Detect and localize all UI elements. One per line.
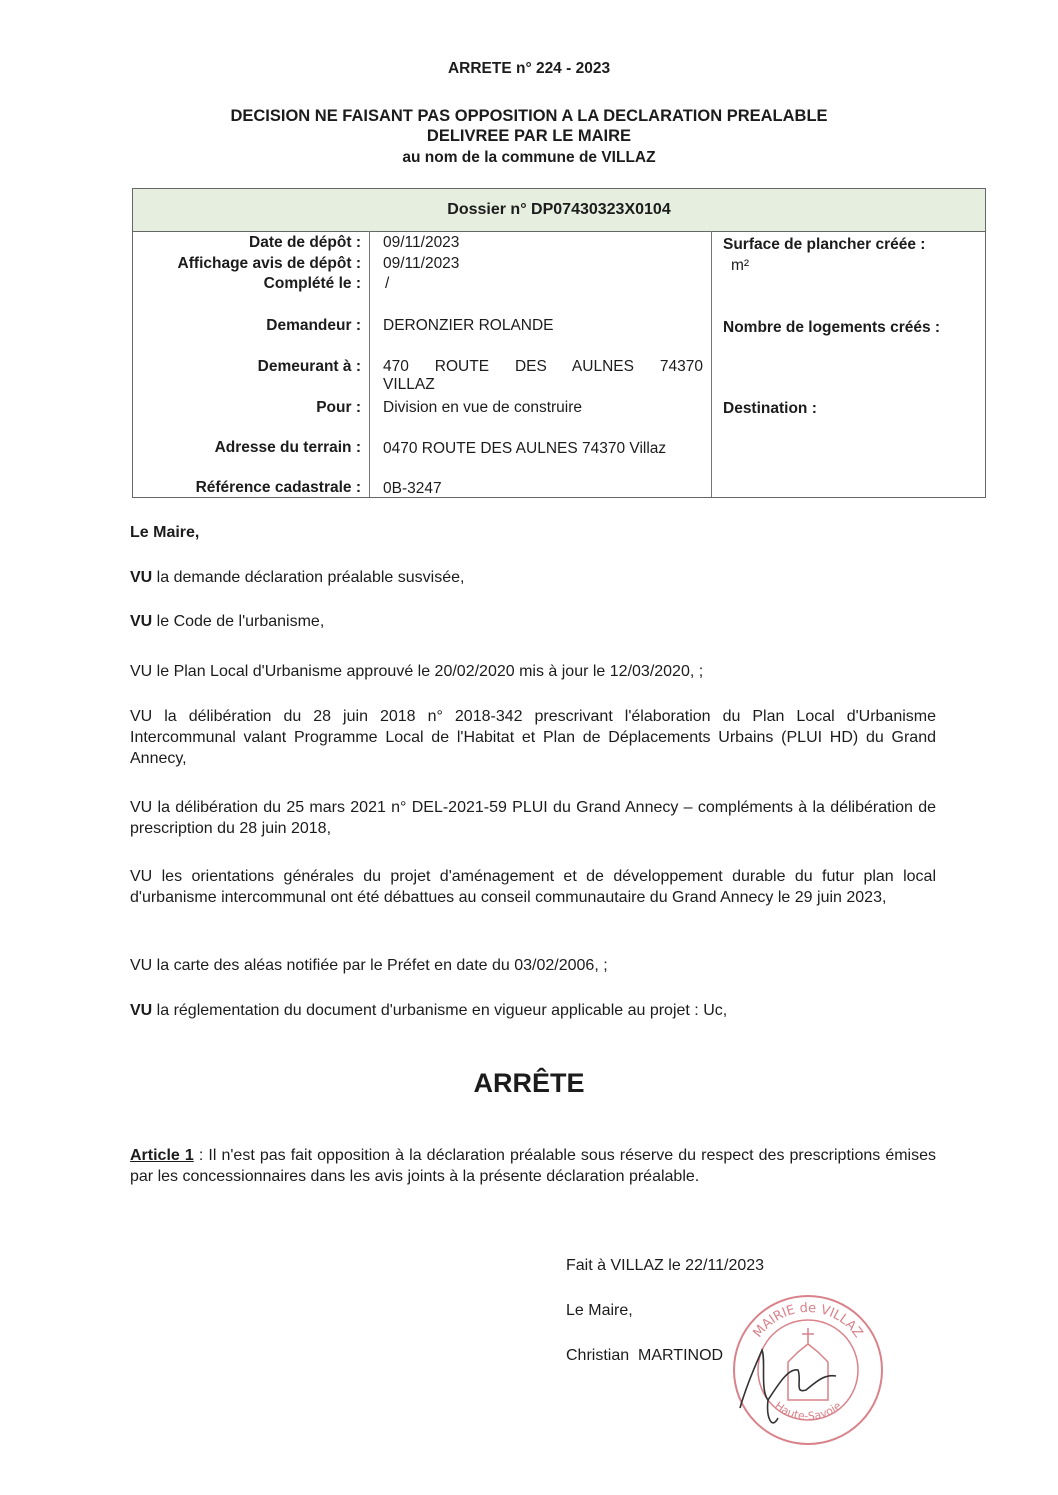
vu-paragraph: VU la délibération du 25 mars 2021 n° DEL-2021-59 PLUI du Grand Annecy – compléments à la délibération de prescription du 28 juin 2018, [130,799,936,837]
label-date-depot: Date de dépôt : [249,234,361,251]
label-demandeur: Demandeur : [266,317,361,334]
mairie-stamp [728,1290,888,1450]
value-surface-unit: m² [731,257,750,274]
maire-heading: Le Maire, [130,524,200,541]
value-date-depot: 09/11/2023 [383,234,460,251]
label-adresse: Adresse du terrain : [214,439,361,456]
vu-keyword: VU [130,1002,153,1019]
value-adresse: 0470 ROUTE DES AULNES 74370 Villaz [383,440,667,457]
article-1-text: : Il n'est pas fait opposition à la déclaration préalable sous réserve du respect des prescriptions émises par les concessionnaires dans les avis joints à la présente déclaration préalable. [130,1147,936,1185]
stamp-text-bottom: Haute-Savoie [772,1399,844,1423]
vu-keyword: VU [130,569,153,586]
label-logements: Nombre de logements créés : [723,319,941,336]
label-reference: Référence cadastrale : [195,479,361,496]
vu-paragraph: VU la carte des aléas notifiée par le Préfet en date du 03/02/2006, ; [130,957,608,974]
dossier-title: Dossier n° DP07430323X0104 [133,189,985,232]
value-pour: Division en vue de construire [383,399,583,416]
article-1-label: Article 1 [130,1147,194,1164]
label-surface: Surface de plancher créée : [723,236,926,253]
signature-name: Christian MARTINOD [566,1347,724,1364]
stamp-church-emblem [788,1344,828,1400]
vu-paragraph [130,611,936,632]
decision-title-line3: au nom de la commune de VILLAZ [402,149,656,166]
stamp-text-top: MAIRIE de VILLAZ [750,1300,866,1341]
vu-paragraph [130,1000,936,1021]
vu-paragraph [130,567,936,588]
vu-text: la demande déclaration préalable susvisée, [152,569,465,586]
column-divider [711,231,712,497]
stamp-cross [802,1328,814,1344]
vu-keyword: VU [130,613,153,630]
vu-text: la réglementation du document d'urbanisme en vigueur applicable au projet : Uc, [152,1002,728,1019]
signature-role: Le Maire, [566,1302,633,1319]
label-destination: Destination : [723,400,817,417]
label-complete: Complété le : [263,275,361,292]
value-affichage: 09/11/2023 [383,255,460,272]
label-pour: Pour : [316,399,361,416]
article-1 [130,1145,936,1187]
decision-title-line1: DECISION NE FAISANT PAS OPPOSITION A LA DECLARATION PREALABLE [230,107,828,125]
value-demeurant-line2: VILLAZ [383,376,435,393]
dossier-table [132,188,986,498]
value-demandeur: DERONZIER ROLANDE [383,317,554,334]
value-complete: / [385,275,390,292]
vu-text: le Code de l'urbanisme, [152,613,325,630]
signature-place-date: Fait à VILLAZ le 22/11/2023 [566,1257,765,1274]
column-divider [369,231,370,497]
value-reference: 0B-3247 [383,480,442,497]
vu-paragraph: VU le Plan Local d'Urbanisme approuvé le 20/02/2020 mis à jour le 12/03/2020, ; [130,663,704,680]
value-demeurant-line1: 470 ROUTE DES AULNES 74370 [383,358,703,375]
vu-paragraph: VU les orientations générales du projet d'aménagement et de développement durable du futur plan local d'urbanisme intercommunal ont été débattues au conseil communautaire du Grand Annecy le 29 juin 2023, [130,868,936,906]
arrete-heading: ARRÊTE [473,1068,585,1098]
label-demeurant: Demeurant à : [257,358,361,375]
label-affichage: Affichage avis de dépôt : [177,255,361,272]
arrete-number: ARRETE n° 224 - 2023 [447,60,611,77]
decision-title-line2: DELIVREE PAR LE MAIRE [426,127,632,145]
vu-paragraph: VU la délibération du 28 juin 2018 n° 2018-342 prescrivant l'élaboration du Plan Local d'Urbanisme Intercommunal valant Programme Local de l'Habitat et Plan de Déplacements Urbains (PLUI HD) du Grand Annecy, [130,708,936,767]
